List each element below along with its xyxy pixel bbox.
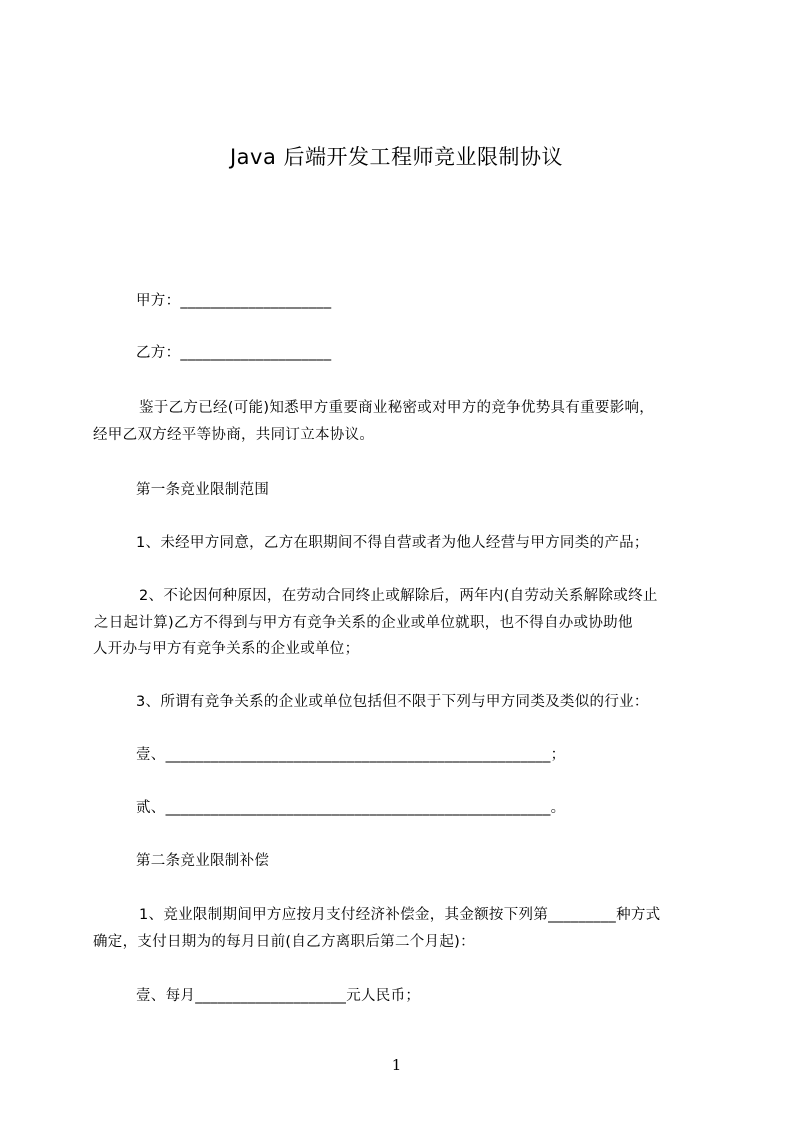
party-b-line: 乙方：____________________ — [136, 345, 332, 361]
article-1-item-1: 壹、___________________________________________________； — [136, 747, 566, 763]
page-title: Java 后端开发工程师竞业限制协议 — [229, 145, 564, 169]
article-2-clause-1-line-2: 确定，支付日期为的每月日前(自乙方离职后第二个月起)： — [93, 934, 475, 950]
article-1-heading: 第一条竞业限制范围 — [136, 482, 270, 498]
article-2-heading: 第二条竞业限制补偿 — [136, 853, 270, 869]
article-1-clause-1: 1、未经甲方同意，乙方在职期间不得自营或者为他人经营与甲方同类的产品； — [136, 535, 649, 551]
preamble-line-1: 鉴于乙方已经(可能)知悉甲方重要商业秘密或对甲方的竞争优势具有重要影响， — [139, 400, 655, 416]
article-1-item-2: 贰、___________________________________________________。 — [136, 800, 566, 816]
article-1-clause-2-line-3: 人开办与甲方有竞争关系的企业或单位； — [93, 641, 360, 657]
article-1-clause-2-line-2: 之日起计算)乙方不得到与甲方有竞争关系的企业或单位就职，也不得自办或协助他 — [94, 615, 633, 631]
party-a-line: 甲方：____________________ — [136, 293, 332, 309]
page-number: 1 — [391, 1056, 402, 1074]
article-2-item-1: 壹、每月____________________元人民币； — [136, 988, 421, 1004]
article-2-clause-1-line-1: 1、竞业限制期间甲方应按月支付经济补偿金，其金额按下列第_________种方式 — [139, 907, 661, 923]
article-1-clause-2-line-1: 2、不论因何种原因，在劳动合同终止或解除后，两年内(自劳动关系解除或终止 — [139, 588, 658, 604]
article-1-clause-3: 3、所谓有竞争关系的企业或单位包括但不限于下列与甲方同类及类似的行业： — [136, 694, 649, 710]
preamble-line-2: 经甲乙双方经平等协商，共同订立本协议。 — [93, 427, 375, 443]
